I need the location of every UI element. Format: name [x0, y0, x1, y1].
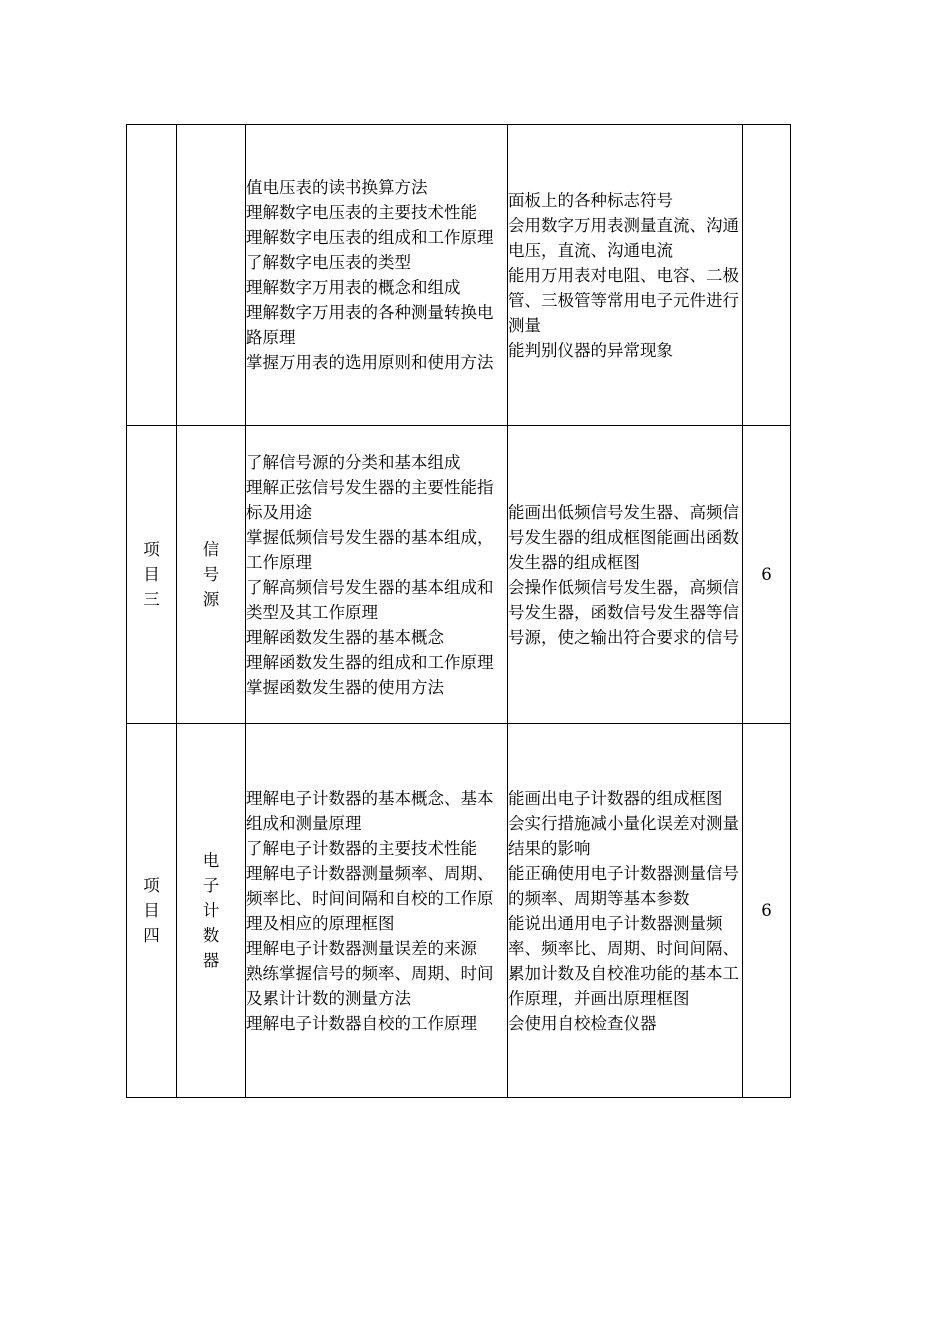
knowledge-item: 理解数字万用表的各种测量转换电路原理 — [246, 303, 494, 347]
project-cell — [127, 125, 177, 426]
syllabus-table — [126, 124, 791, 1098]
knowledge-cell — [246, 125, 508, 426]
project-name-cell: 电子计数器 — [177, 724, 246, 1098]
skill-item: 能用万用表对电阻、电容、二极管、三极管等常用电子元件进行测量 — [508, 265, 739, 335]
skill-item: 会使用自校检查仪器 — [508, 1013, 657, 1033]
skill-item: 面板上的各种标志符号 — [508, 190, 673, 210]
skill-item: 能正确使用电子计数器测量信号的频率、周期等基本参数 — [508, 863, 739, 908]
knowledge-cell — [246, 426, 508, 724]
project-name-cell: 信号源 — [177, 426, 246, 724]
hours-cell: 6 — [743, 426, 791, 724]
knowledge-item: 理解函数发生器的基本概念 — [246, 627, 444, 647]
knowledge-item: 理解数字万用表的概念和组成 — [246, 278, 461, 297]
project-cell: 项目三 — [127, 426, 177, 724]
knowledge-item: 理解数字电压表的组成和工作原理 — [246, 228, 494, 247]
skill-item: 会操作低频信号发生器，高频信号发生器，函数信号发生器等信号源，使之输出符合要求的信号 — [508, 577, 739, 647]
project-cell: 项目四 — [127, 724, 177, 1098]
knowledge-item: 理解电子计数器测量频率、周期、频率比、时间间隔和自校的工作原理及相应的原理框图 — [246, 863, 494, 933]
skill-item: 能画出低频信号发生器、高频信号发生器的组成框图能画出函数发生器的组成框图 — [508, 502, 739, 572]
project-name-cell — [177, 125, 246, 426]
knowledge-item: 了解数字电压表的类型 — [246, 253, 411, 272]
knowledge-cell — [246, 724, 508, 1098]
table-row — [127, 426, 791, 724]
skill-item: 会实行措施减小量化误差对测量结果的影响 — [508, 813, 739, 858]
knowledge-item: 掌握低频信号发生器的基本组成，工作原理 — [246, 527, 494, 572]
knowledge-item: 理解正弦信号发生器的主要性能指标及用途 — [246, 477, 494, 522]
knowledge-item: 值电压表的读书换算方法 — [246, 178, 428, 197]
knowledge-item: 理解函数发生器的组成和工作原理 — [246, 652, 494, 672]
knowledge-item: 掌握万用表的选用原则和使用方法 — [246, 353, 494, 372]
table-row — [127, 724, 791, 1098]
knowledge-item: 了解电子计数器的主要技术性能 — [246, 838, 477, 858]
knowledge-item: 了解信号源的分类和基本组成 — [246, 452, 461, 472]
knowledge-item: 了解高频信号发生器的基本组成和类型及其工作原理 — [246, 577, 494, 622]
skill-item: 能判别仪器的异常现象 — [508, 340, 673, 360]
hours-cell: 6 — [743, 724, 791, 1098]
knowledge-item: 掌握函数发生器的使用方法 — [246, 677, 444, 697]
skills-cell — [508, 426, 743, 724]
hours-cell — [743, 125, 791, 426]
skill-item: 会用数字万用表测量直流、沟通电压，直流、沟通电流 — [508, 215, 739, 260]
knowledge-item: 理解电子计数器测量误差的来源 — [246, 938, 477, 958]
knowledge-item: 熟练掌握信号的频率、周期、时间及累计计数的测量方法 — [246, 963, 494, 1008]
skills-cell — [508, 724, 743, 1098]
knowledge-item: 理解电子计数器自校的工作原理 — [246, 1013, 477, 1033]
knowledge-item: 理解电子计数器的基本概念、基本组成和测量原理 — [246, 788, 494, 833]
skill-item: 能画出电子计数器的组成框图 — [508, 788, 723, 808]
skills-cell — [508, 125, 743, 426]
table-row — [127, 125, 791, 426]
knowledge-item: 理解数字电压表的主要技术性能 — [246, 203, 477, 222]
skill-item: 能说出通用电子计数器测量频率、频率比、周期、时间间隔、累加计数及自校准功能的基本工作原理，并画出原理框图 — [508, 913, 739, 1008]
